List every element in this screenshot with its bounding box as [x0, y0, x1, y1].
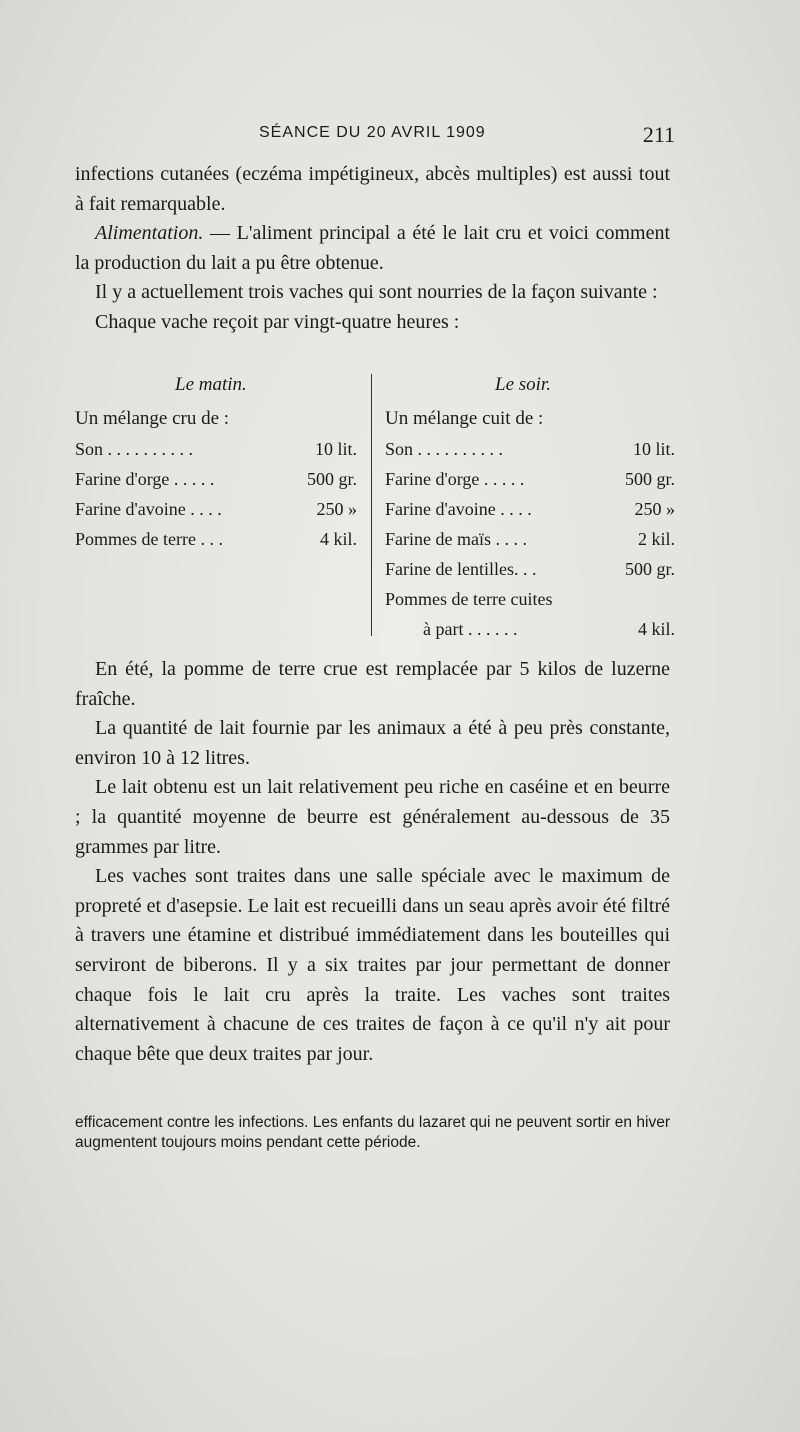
page-number: 211	[642, 122, 675, 147]
ration-item: Farine d'avoine . . . .	[75, 499, 222, 519]
paragraph-infections: infections cutanées (eczéma impétigineux, abcès multiples) est aussi tout à fait remarquable.	[75, 163, 670, 215]
ration-item: Pommes de terre cuites	[385, 589, 553, 609]
ration-quantity: 10 lit.	[632, 439, 675, 459]
intro-text	[75, 160, 670, 337]
table-row	[75, 494, 357, 524]
table-row	[75, 464, 357, 494]
ration-quantity: 4 kil.	[637, 619, 675, 639]
paragraph-milk-quality: Le lait obtenu est un lait relativement peu riche en caséine et en beurre ; la quantité moyenne de beurre est généralement au-dessous de 35 grammes par litre.	[75, 776, 670, 858]
body-text	[75, 655, 670, 1069]
table-row	[385, 554, 675, 584]
ration-quantity: 500 gr.	[306, 469, 357, 489]
ration-item: Farine d'orge . . . . .	[385, 469, 525, 489]
ration-quantity: 250 »	[316, 499, 357, 519]
ration-item: Farine d'avoine . . . .	[385, 499, 532, 519]
table-row	[75, 434, 357, 464]
morning-heading: Le matin.	[175, 374, 247, 395]
table-row	[75, 524, 357, 554]
table-row	[385, 614, 675, 644]
ration-item: Farine de lentilles. . .	[385, 559, 537, 579]
table-row	[385, 524, 675, 554]
paragraph-alimentation	[75, 219, 670, 278]
footnote	[75, 1113, 670, 1153]
running-head: SÉANCE DU 20 AVRIL 1909	[259, 124, 486, 141]
table-row	[385, 434, 675, 464]
table-row	[385, 464, 675, 494]
ration-item: Son . . . . . . . . . .	[75, 439, 194, 459]
paragraph-summer: En été, la pomme de terre crue est remplacée par 5 kilos de luzerne fraîche.	[75, 658, 670, 710]
morning-mix-label: Un mélange cru de :	[75, 408, 230, 429]
page-header	[75, 122, 675, 150]
ration-quantity: 500 gr.	[624, 559, 675, 579]
paragraph-alimentation-rest: — L'aliment principal a été le lait cru et voici comment la production du lait a pu être obtenue.	[75, 222, 670, 274]
paragraph-milking: Les vaches sont traites dans une salle spéciale avec le maximum de propreté et d'asepsie. Le lait est recueilli dans un seau après avoir été filtré à travers une étamine et distribué immédiatement dans les bouteilles qui serviront de biberons. Il y a six traites par jour permettant de donner chaque fois le lait cru après la traite. Les vaches sont traites alternativement à chacune de ces traites de façon à ce qu'il n'y ait pour chaque bête que deux traites par jour.	[75, 865, 670, 1065]
ration-quantity: 250 »	[634, 499, 675, 519]
ration-item: Son . . . . . . . . . .	[385, 439, 504, 459]
ration-quantity: 2 kil.	[637, 529, 675, 549]
column-divider	[371, 374, 372, 636]
ration-quantity: 500 gr.	[624, 469, 675, 489]
footnote-text: efficacement contre les infections. Les enfants du lazaret qui ne peuvent sortir en hiver augmentent toujours moins pendant cette période.	[75, 1114, 670, 1151]
evening-column	[385, 370, 675, 644]
ration-item: Pommes de terre . . .	[75, 529, 223, 549]
ration-quantity: 10 lit.	[314, 439, 357, 459]
ration-item: Farine d'orge . . . . .	[75, 469, 215, 489]
ration-table	[75, 370, 675, 638]
evening-heading: Le soir.	[495, 374, 551, 395]
paragraph-daily-ration: Chaque vache reçoit par vingt-quatre heures :	[95, 310, 460, 333]
morning-column	[75, 370, 357, 554]
table-row	[385, 494, 675, 524]
paragraph-cows: Il y a actuellement trois vaches qui sont nourries de la façon suivante :	[95, 281, 658, 303]
section-lead: Alimentation.	[95, 222, 204, 244]
ration-item: Farine de maïs . . . .	[385, 529, 527, 549]
paragraph-quantity: La quantité de lait fournie par les animaux a été à peu près constante, environ 10 à 12 litres.	[75, 717, 670, 769]
table-row	[385, 584, 675, 614]
evening-mix-label: Un mélange cuit de :	[385, 408, 544, 429]
ration-item: à part . . . . . .	[423, 619, 518, 639]
ration-quantity: 4 kil.	[319, 529, 357, 549]
